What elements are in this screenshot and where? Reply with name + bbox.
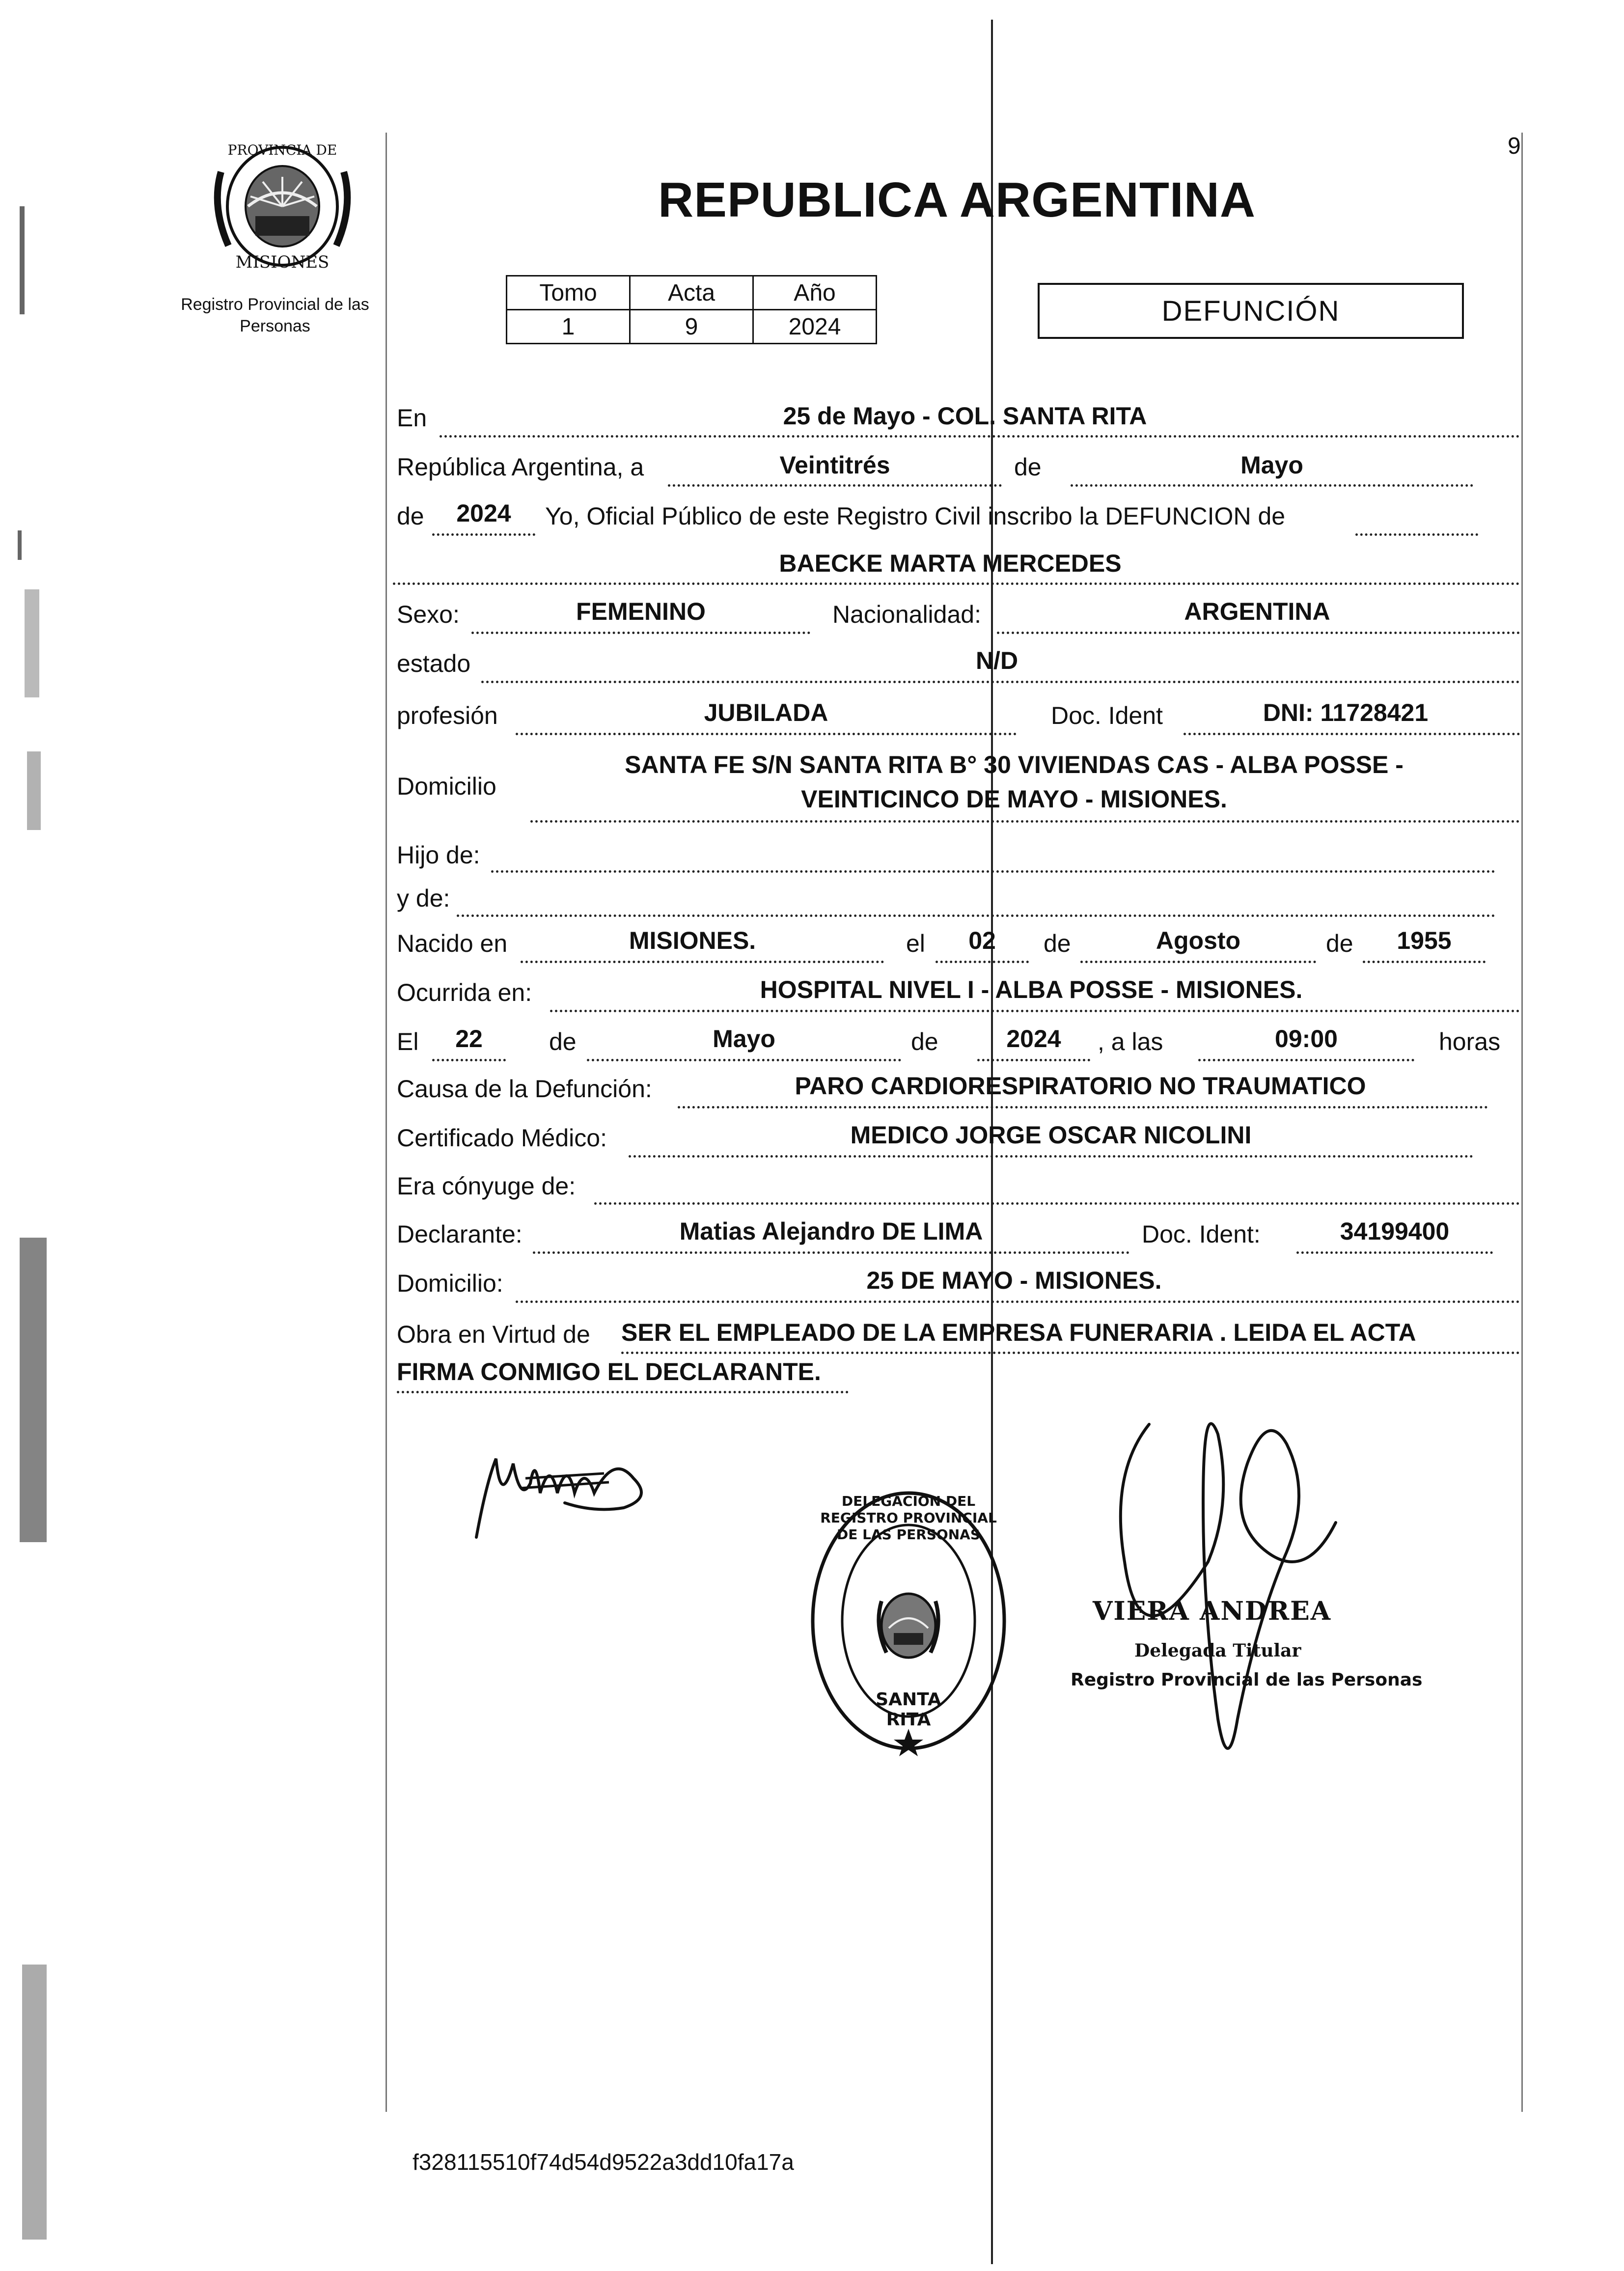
dotted-line bbox=[1355, 533, 1478, 536]
address-line-1: SANTA FE S/N SANTA RITA B° 30 VIVIENDAS CAS - ALBA POSSE - bbox=[625, 751, 1404, 778]
label-causa: Causa de la Defunción: bbox=[397, 1075, 652, 1103]
nationality-value: ARGENTINA bbox=[1184, 598, 1330, 625]
label-a-las: , a las bbox=[1098, 1028, 1163, 1055]
dotted-line bbox=[516, 1301, 1520, 1303]
intro-text: Yo, Oficial Público de este Registro Civil inscribo la DEFUNCION de bbox=[545, 502, 1286, 530]
dotted-line bbox=[533, 1251, 1129, 1254]
birth-day-value: 02 bbox=[968, 927, 996, 954]
official-signature bbox=[1080, 1375, 1375, 1798]
stamp-center-text: SANTA RITA bbox=[876, 1689, 941, 1730]
official-name: VIERA ANDREA bbox=[1093, 1596, 1332, 1626]
basis-line-1: SER EL EMPLEADO DE LA EMPRESA FUNERARIA . LEIDA EL ACTA bbox=[621, 1319, 1416, 1346]
record-type: DEFUNCIÓN bbox=[1161, 295, 1340, 327]
cause-value: PARO CARDIORESPIRATORIO NO TRAUMATICO bbox=[795, 1072, 1366, 1100]
label-estado: estado bbox=[397, 650, 471, 677]
label-conyuge: Era cónyuge de: bbox=[397, 1172, 576, 1200]
dotted-line bbox=[530, 820, 1520, 823]
reference-value-tomo: 1 bbox=[507, 310, 630, 344]
label-domicilio: Domicilio bbox=[397, 773, 496, 800]
birth-year-value: 1955 bbox=[1397, 927, 1452, 954]
label-el: El bbox=[397, 1028, 419, 1055]
label-de: de bbox=[549, 1028, 577, 1055]
document-hash: f328115510f74d54d9522a3dd10fa17a bbox=[413, 2149, 794, 2175]
dotted-line bbox=[457, 914, 1495, 917]
page-number: 9 bbox=[1508, 133, 1521, 159]
scan-edge-artifacts bbox=[0, 0, 59, 2271]
label-el: el bbox=[906, 930, 925, 957]
doc-ident-value: DNI: 11728421 bbox=[1263, 699, 1429, 726]
label-de: de bbox=[1326, 930, 1353, 957]
page-title: REPUBLICA ARGENTINA bbox=[658, 172, 1256, 227]
day-text: Veintitrés bbox=[779, 451, 890, 479]
dotted-line bbox=[1080, 961, 1316, 963]
reference-table bbox=[506, 275, 877, 344]
reference-header-acta: Acta bbox=[630, 276, 753, 310]
label-en: En bbox=[397, 404, 427, 432]
dotted-line bbox=[668, 484, 1002, 487]
declarant-address-value: 25 DE MAYO - MISIONES. bbox=[866, 1267, 1162, 1294]
label-certificado: Certificado Médico: bbox=[397, 1124, 607, 1152]
dotted-line bbox=[516, 733, 1017, 735]
birth-place-value: MISIONES. bbox=[629, 927, 756, 954]
label-de: de bbox=[1044, 930, 1071, 957]
right-margin-line bbox=[1521, 133, 1523, 2112]
label-de: de bbox=[911, 1028, 938, 1055]
marital-status-value: N/D bbox=[975, 647, 1018, 674]
label-de: de bbox=[397, 502, 424, 530]
label-republica: República Argentina, a bbox=[397, 453, 644, 481]
dotted-line bbox=[440, 435, 1520, 438]
birth-month-value: Agosto bbox=[1156, 927, 1241, 954]
declarant-signature bbox=[467, 1424, 673, 1552]
official-organization: Registro Provincial de las Personas bbox=[1071, 1670, 1423, 1690]
death-day-value: 22 bbox=[455, 1025, 483, 1052]
reference-header-row bbox=[507, 276, 877, 310]
reference-value-acta: 9 bbox=[630, 310, 753, 344]
label-y-de: y de: bbox=[397, 885, 450, 912]
dotted-line bbox=[977, 1059, 1090, 1061]
label-nacionalidad: Nacionalidad: bbox=[832, 601, 981, 628]
dotted-line bbox=[550, 1010, 1520, 1012]
label-de: de bbox=[1014, 453, 1042, 481]
profession-value: JUBILADA bbox=[704, 699, 828, 726]
label-ocurrida-en: Ocurrida en: bbox=[397, 979, 532, 1006]
organization-name: Registro Provincial de las Personas bbox=[181, 295, 369, 335]
label-hijo-de: Hijo de: bbox=[397, 841, 480, 869]
address-line-2: VEINTICINCO DE MAYO - MISIONES. bbox=[801, 785, 1227, 813]
dotted-line bbox=[491, 870, 1495, 873]
death-place-value: HOSPITAL NIVEL I - ALBA POSSE - MISIONES. bbox=[760, 976, 1303, 1003]
death-month-value: Mayo bbox=[713, 1025, 775, 1052]
reference-header-tomo: Tomo bbox=[507, 276, 630, 310]
declarant-value: Matias Alejandro DE LIMA bbox=[679, 1218, 983, 1245]
reference-value-anio: 2024 bbox=[753, 310, 877, 344]
dotted-line bbox=[936, 961, 1029, 963]
year-value: 2024 bbox=[456, 499, 511, 527]
dotted-line bbox=[471, 632, 810, 634]
dotted-line bbox=[621, 1352, 1520, 1354]
official-role: Delegada Titular bbox=[1134, 1640, 1301, 1661]
label-domicilio-2: Domicilio: bbox=[397, 1270, 503, 1297]
dotted-line bbox=[432, 533, 535, 536]
reference-header-anio: Año bbox=[753, 276, 877, 310]
dotted-line bbox=[1184, 733, 1520, 735]
death-time-value: 09:00 bbox=[1275, 1025, 1338, 1052]
label-doc-ident: Doc. Ident bbox=[1051, 702, 1163, 729]
place-value: 25 de Mayo - COL. SANTA RITA bbox=[783, 402, 1147, 430]
dotted-line bbox=[587, 1059, 901, 1061]
label-profesion: profesión bbox=[397, 702, 498, 729]
basis-line-2: FIRMA CONMIGO EL DECLARANTE. bbox=[397, 1358, 821, 1385]
dotted-line bbox=[1296, 1251, 1493, 1254]
dotted-line bbox=[629, 1155, 1473, 1158]
label-sexo: Sexo: bbox=[397, 601, 460, 628]
dotted-line bbox=[1198, 1059, 1414, 1061]
reference-value-row bbox=[507, 310, 877, 344]
provincial-seal bbox=[201, 133, 363, 280]
label-doc-ident-2: Doc. Ident: bbox=[1142, 1220, 1261, 1248]
left-margin-line bbox=[385, 133, 387, 2112]
dotted-line bbox=[594, 1202, 1520, 1205]
deceased-name: BAECKE MARTA MERCEDES bbox=[779, 550, 1122, 577]
dotted-line bbox=[1363, 961, 1486, 963]
month-text: Mayo bbox=[1240, 451, 1303, 479]
sex-value: FEMENINO bbox=[576, 598, 706, 625]
dotted-line bbox=[1071, 484, 1473, 487]
dotted-line bbox=[432, 1059, 506, 1061]
label-declarante: Declarante: bbox=[397, 1220, 523, 1248]
label-obra: Obra en Virtud de bbox=[397, 1321, 590, 1348]
dotted-line bbox=[397, 1391, 849, 1393]
death-year-value: 2024 bbox=[1006, 1025, 1061, 1052]
label-nacido-en: Nacido en bbox=[397, 930, 508, 957]
label-horas: horas bbox=[1439, 1028, 1501, 1055]
stamp-ring-text: DELEGACION DEL REGISTRO PROVINCIAL DE LAS PERSONAS bbox=[820, 1493, 997, 1543]
dotted-line bbox=[997, 632, 1520, 634]
dotted-line bbox=[481, 681, 1520, 683]
svg-text:MISIONES: MISIONES bbox=[235, 252, 330, 272]
dotted-line bbox=[678, 1106, 1488, 1108]
certifier-value: MEDICO JORGE OSCAR NICOLINI bbox=[850, 1121, 1252, 1149]
dotted-line bbox=[521, 961, 884, 963]
record-type-box bbox=[1038, 283, 1464, 339]
svg-text:PROVINCIA DE: PROVINCIA DE bbox=[227, 142, 337, 158]
declarant-doc-value: 34199400 bbox=[1340, 1218, 1450, 1245]
dotted-line bbox=[393, 582, 1520, 585]
